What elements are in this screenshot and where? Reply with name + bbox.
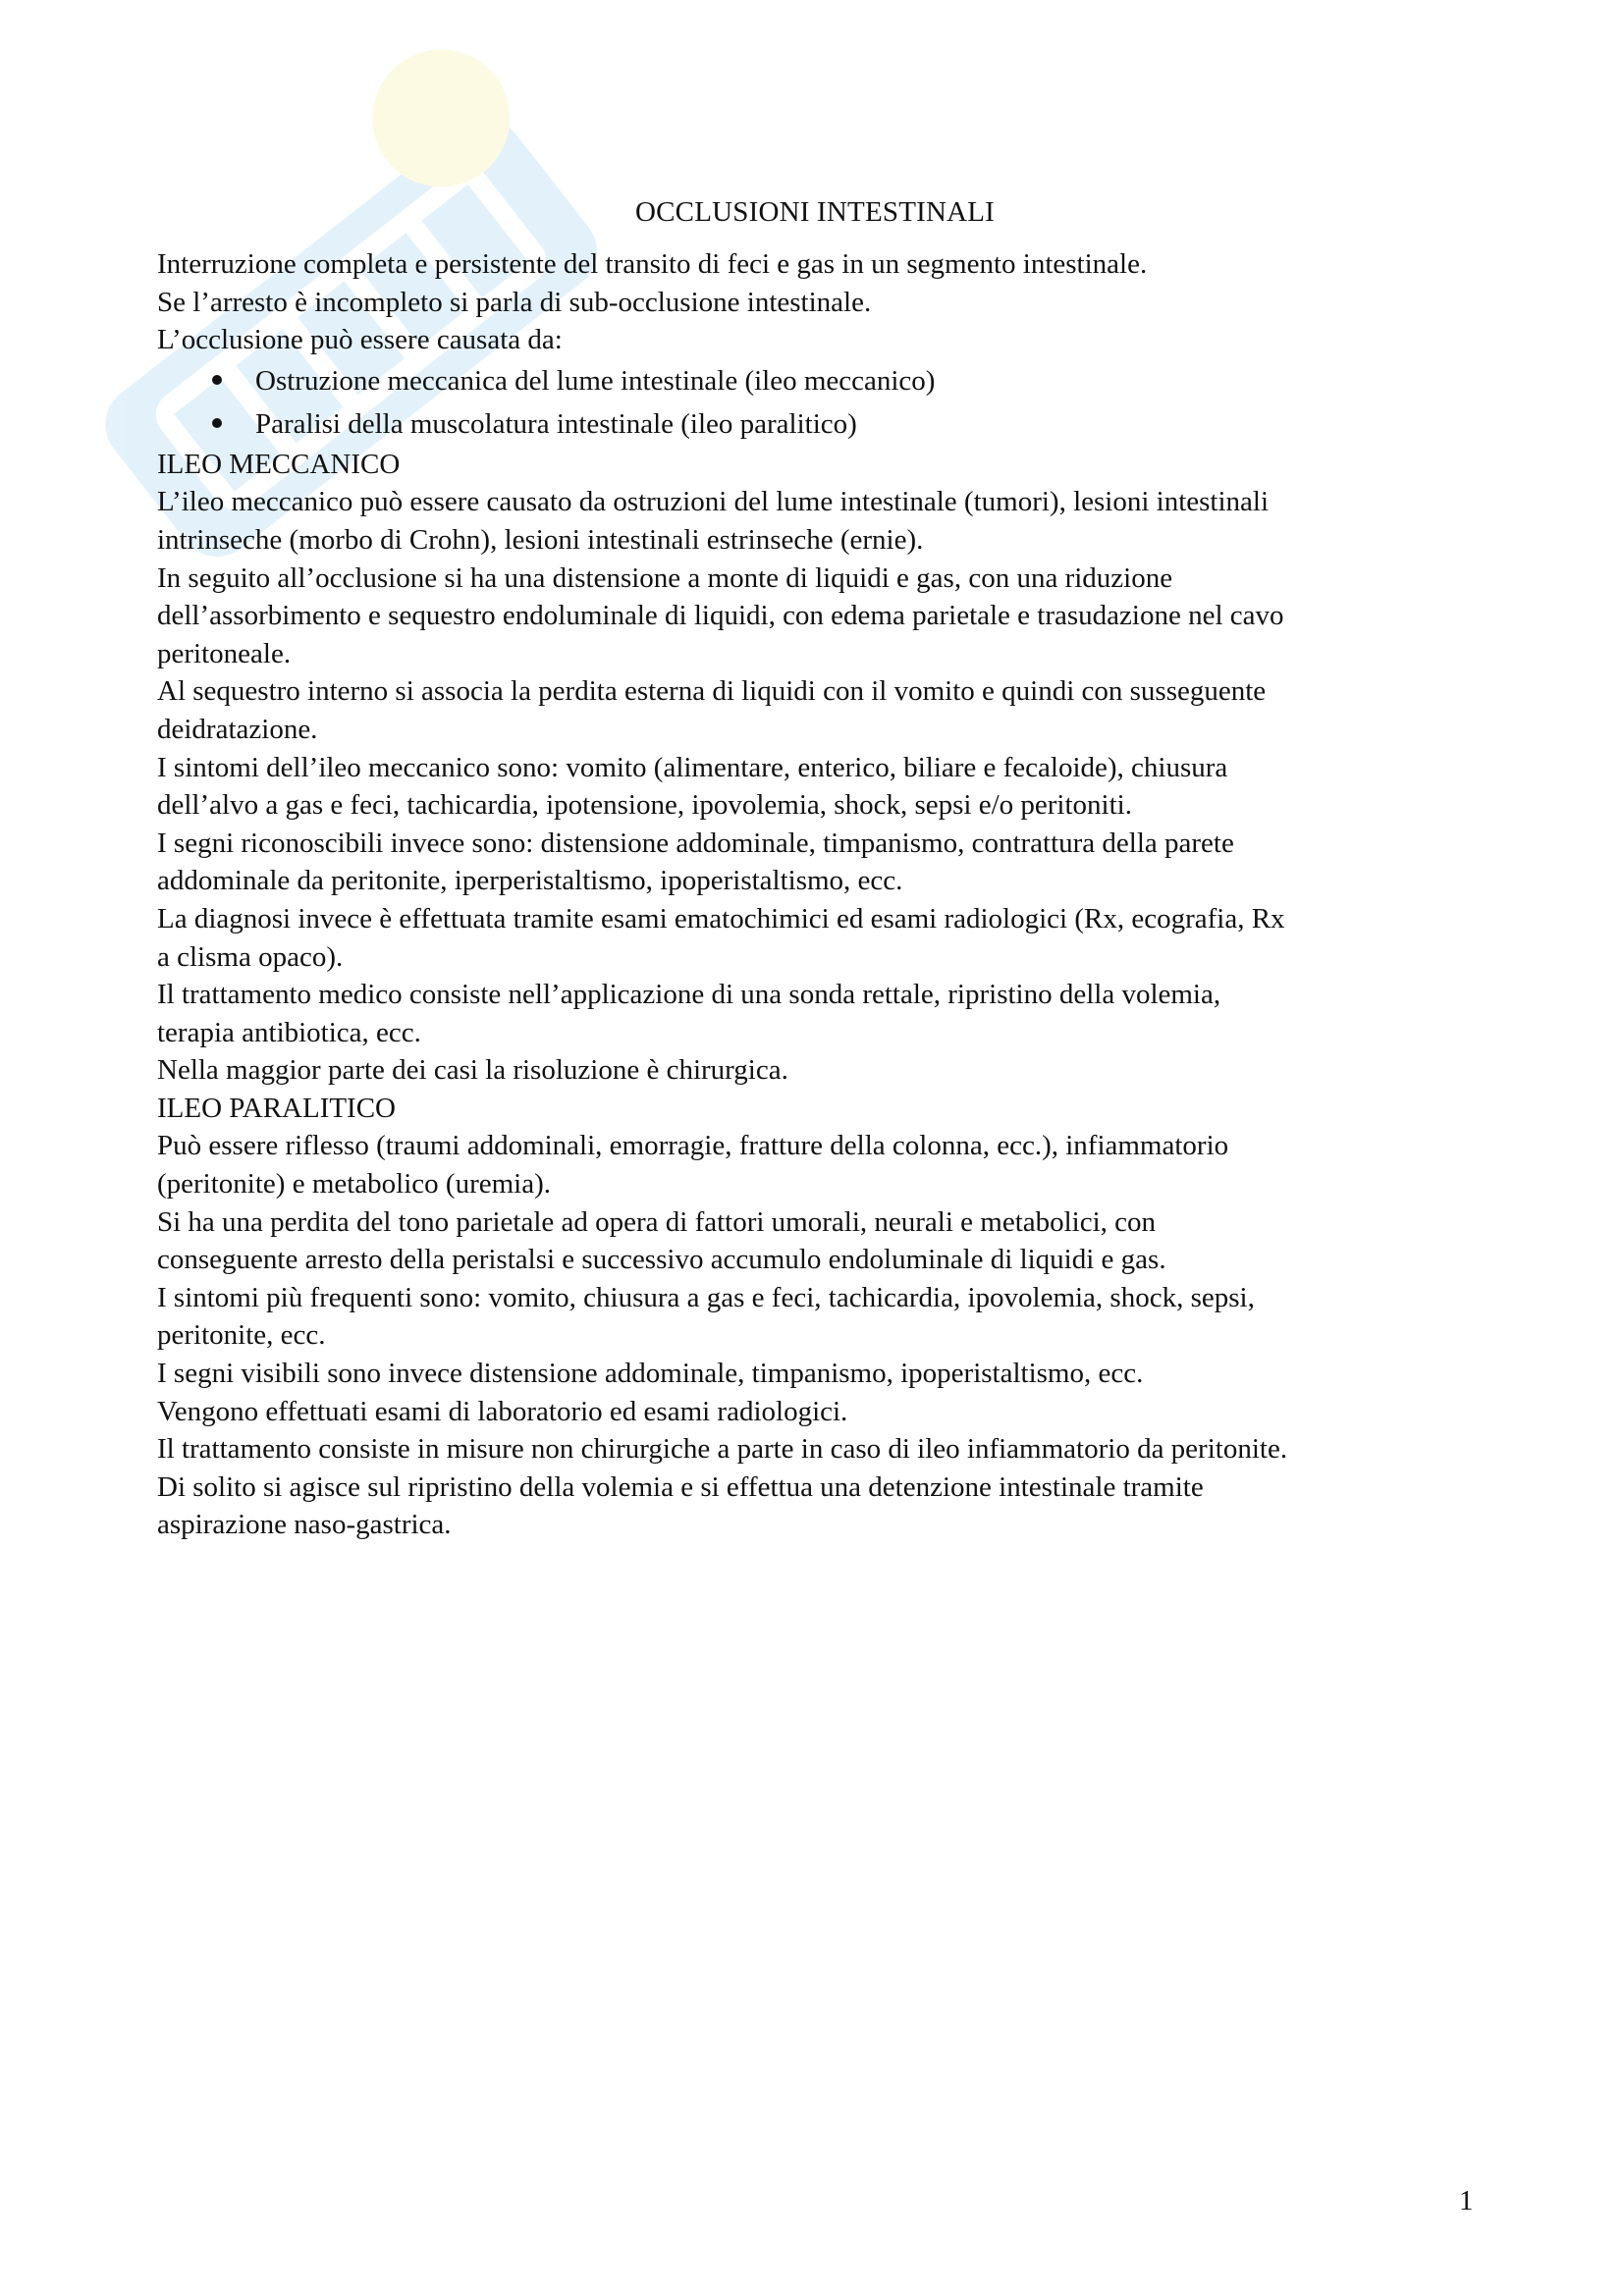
paragraph-line: Il trattamento medico consiste nell’applicazione di una sonda rettale, ripristino della volemia, <box>157 979 1221 1011</box>
paragraph-line: La diagnosi invece è effettuata tramite esami ematochimici ed esami radiologici (Rx, ecografia, Rx <box>157 902 1285 934</box>
paragraph-line: (peritonite) e metabolico (uremia). <box>157 1168 551 1201</box>
intro-section <box>157 245 1473 359</box>
bullet-icon <box>212 375 222 385</box>
list-item <box>157 359 1473 402</box>
paragraph-line: dell’assorbimento e sequestro endoluminale di liquidi, con edema parietale e trasudazione nel cavo <box>157 600 1284 632</box>
causes-list <box>157 359 1473 446</box>
list-item-text: Paralisi della muscolatura intestinale (ileo paralitico) <box>255 407 857 440</box>
section-heading: ILEO PARALITICO <box>157 1092 397 1124</box>
paragraph-line: peritonite, ecc. <box>157 1319 326 1352</box>
section-paralytic <box>157 1090 1473 1544</box>
paragraph-line: peritoneale. <box>157 637 292 669</box>
paragraph-line: intrinseche (morbo di Crohn), lesioni intestinali estrinseche (ernie). <box>157 523 924 556</box>
paragraph-line: I segni visibili sono invece distensione addominale, timpanismo, ipoperistaltismo, ecc. <box>157 1358 1144 1390</box>
paragraph-line: In seguito all’occlusione si ha una distensione a monte di liquidi e gas, con una riduzione <box>157 561 1173 594</box>
paragraph-line: a clisma opaco). <box>157 940 344 973</box>
intro-line: Interruzione completa e persistente del transito di feci e gas in un segmento intestinale. <box>157 248 1148 280</box>
paragraph-line: terapia antibiotica, ecc. <box>157 1016 421 1048</box>
paragraph-line: Nella maggior parte dei casi la risoluzione è chirurgica. <box>157 1054 788 1087</box>
paragraph-line: Può essere riflesso (traumi addominali, emorragie, fratture della colonna, ecc.), infiammatorio <box>157 1130 1229 1162</box>
paragraph-line: aspirazione naso-gastrica. <box>157 1509 452 1541</box>
paragraph-line: I sintomi dell’ileo meccanico sono: vomito (alimentare, enterico, biliare e fecaloide), chiusura <box>157 751 1228 783</box>
paragraph-line: Di solito si agisce sul ripristino della volemia e si effettua una detenzione intestinale tramite <box>157 1470 1204 1503</box>
section-mechanical <box>157 446 1473 1090</box>
intro-line: Se l’arresto è incompleto si parla di sub-occlusione intestinale. <box>157 286 872 318</box>
paragraph-line: Vengono effettuati esami di laboratorio ed esami radiologici. <box>157 1395 848 1427</box>
document-body <box>157 192 1473 1544</box>
paragraph-line: I sintomi più frequenti sono: vomito, chiusura a gas e feci, tachicardia, ipovolemia, shock, sepsi, <box>157 1281 1255 1313</box>
paragraph-line: addominale da peritonite, iperperistaltismo, ipoperistaltismo, ecc. <box>157 865 903 897</box>
bullet-icon <box>212 418 222 428</box>
page-number: 1 <box>1459 2185 1474 2216</box>
paragraph-line: Si ha una perdita del tono parietale ad opera di fattori umorali, neurali e metabolici, con <box>157 1205 1157 1238</box>
document-title: OCCLUSIONI INTESTINALI <box>634 196 996 228</box>
section-heading: ILEO MECCANICO <box>157 448 401 480</box>
list-item <box>157 402 1473 446</box>
intro-line: L’occlusione può essere causata da: <box>157 324 563 356</box>
paragraph-line: Al sequestro interno si associa la perdita esterna di liquidi con il vomito e quindi con susseguente <box>157 675 1267 708</box>
paragraph-line: deidratazione. <box>157 713 318 745</box>
list-item-text: Ostruzione meccanica del lume intestinale (ileo meccanico) <box>255 364 936 397</box>
paragraph-line: Il trattamento consiste in misure non chirurgiche a parte in caso di ileo infiammatorio da peritonite. <box>157 1433 1288 1466</box>
paragraph-line: I segni riconoscibili invece sono: distensione addominale, timpanismo, contrattura della parete <box>157 827 1234 859</box>
paragraph-line: dell’alvo a gas e feci, tachicardia, ipotensione, ipovolemia, shock, sepsi e/o peritoniti. <box>157 789 1132 822</box>
paragraph-line: L’ileo meccanico può essere causato da ostruzioni del lume intestinale (tumori), lesioni intestinali <box>157 486 1270 518</box>
paragraph-line: conseguente arresto della peristalsi e successivo accumulo endoluminale di liquidi e gas. <box>157 1244 1166 1276</box>
